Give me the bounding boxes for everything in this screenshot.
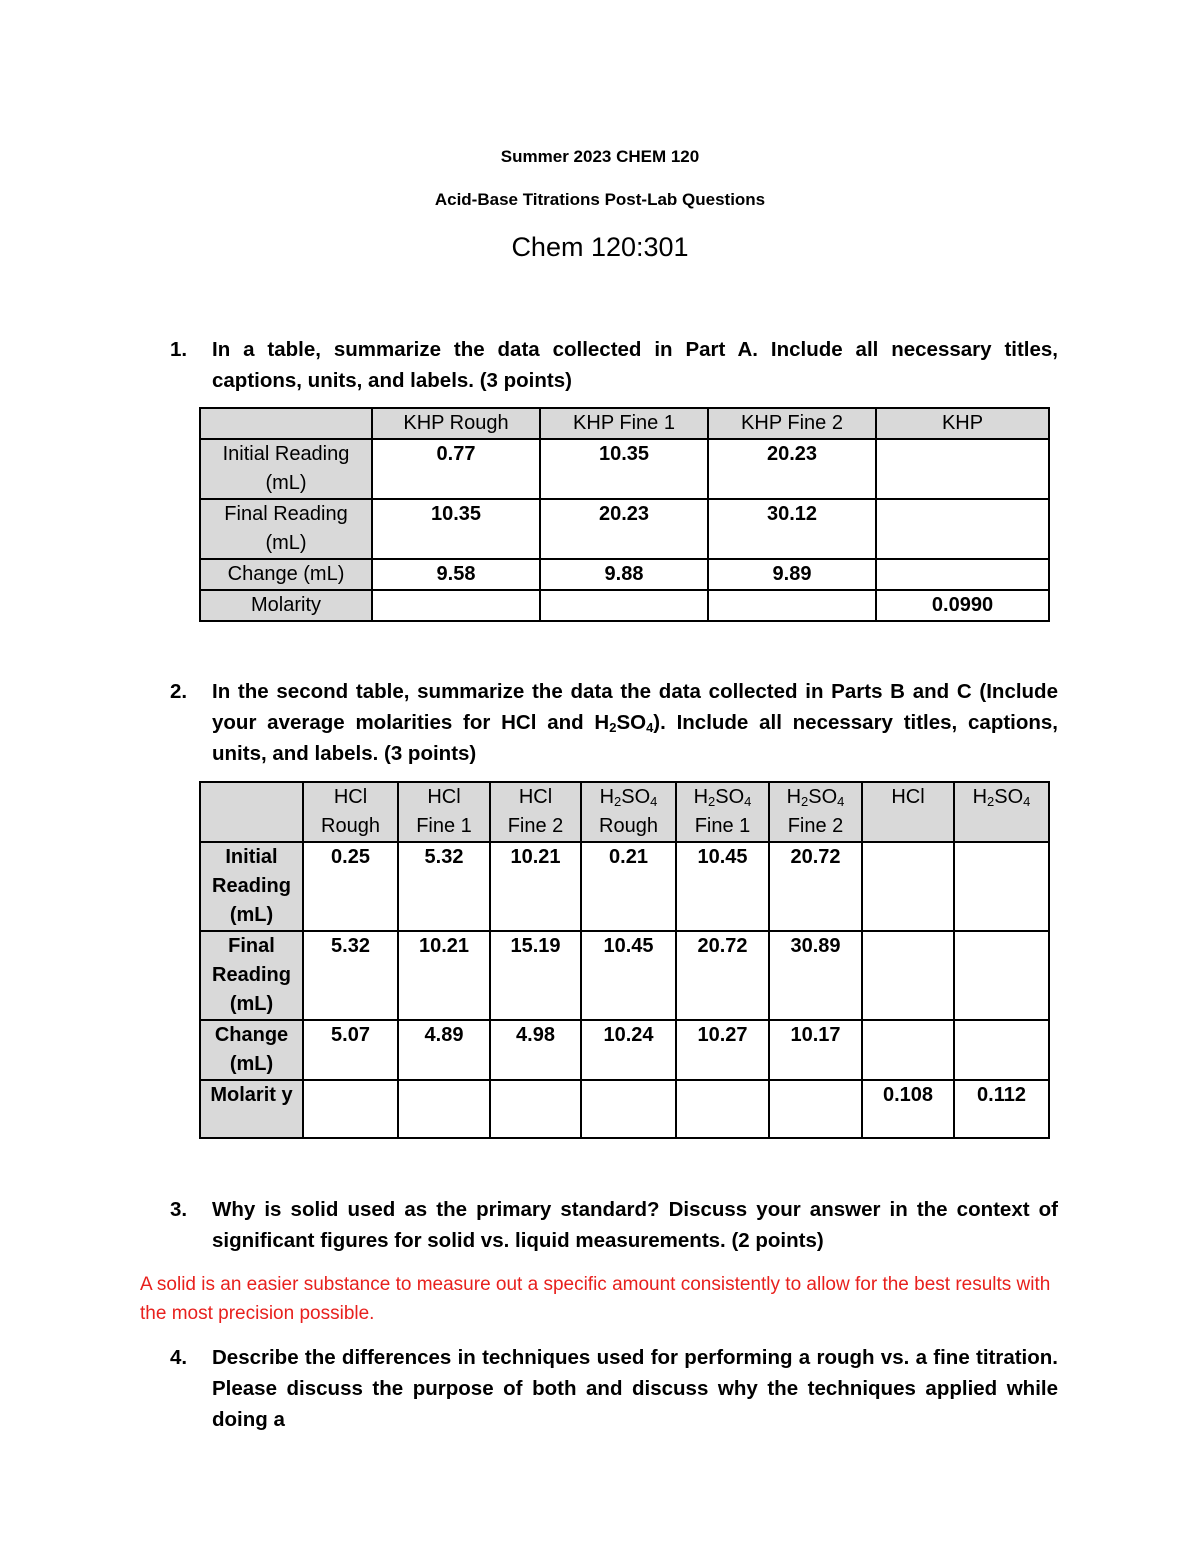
table-cell: 9.58 xyxy=(372,559,540,590)
table-cell: 10.24 xyxy=(581,1020,676,1080)
document-title: Acid-Base Titrations Post-Lab Questions xyxy=(434,190,766,209)
row-label: Molarit y xyxy=(200,1080,303,1138)
question-1 xyxy=(170,334,1058,396)
table-cell: 0.77 xyxy=(372,439,540,499)
table-cell: 0.0990 xyxy=(876,590,1049,621)
column-header xyxy=(398,782,490,842)
table-cell xyxy=(876,439,1049,499)
table-cell: 30.89 xyxy=(769,931,862,1020)
table-cell xyxy=(862,1020,954,1080)
table-row xyxy=(200,931,1049,1020)
table-row xyxy=(200,590,1049,621)
question-3 xyxy=(170,1194,1058,1256)
column-header: KHP Fine 2 xyxy=(708,408,876,439)
table-cell xyxy=(708,590,876,621)
table-cell: 10.45 xyxy=(676,842,769,931)
table-cell xyxy=(876,559,1049,590)
column-header-line: Fine 1 xyxy=(694,815,751,837)
table-cell: 10.17 xyxy=(769,1020,862,1080)
header-cell-empty xyxy=(200,408,372,439)
subscript: 2 xyxy=(609,720,617,735)
table-cell: 5.07 xyxy=(303,1020,398,1080)
table-cell: 9.88 xyxy=(540,559,708,590)
table-cell xyxy=(862,842,954,931)
question-text-part: SO xyxy=(616,711,647,734)
question-number: 3. xyxy=(170,1198,188,1221)
table-cell xyxy=(490,1080,581,1138)
question-text: In a table, summarize the data collected in Part A. Include all necessary titles, captions, units, and labels. (3 points) xyxy=(212,338,1058,392)
question-text: Describe the differences in techniques used for performing a rough vs. a fine titration. Please discuss the purpose of both and discuss why the techniques applied while doing a xyxy=(212,1346,1058,1431)
table-cell: 20.23 xyxy=(708,439,876,499)
column-header-line: $H_2SO_4$ xyxy=(693,786,752,809)
question-number: 1. xyxy=(170,338,188,361)
row-label: Change (mL) xyxy=(200,559,372,590)
question-number: 2. xyxy=(170,680,188,703)
table-cell: 0.108 xyxy=(862,1080,954,1138)
row-label: Initial Reading (mL) xyxy=(200,439,372,499)
column-header: KHP Rough xyxy=(372,408,540,439)
column-header-line: HCl xyxy=(427,786,461,808)
course-title: Summer 2023 CHEM 120 xyxy=(500,147,700,166)
table-row xyxy=(200,499,1049,559)
table-cell xyxy=(954,842,1049,931)
column-header: KHP xyxy=(876,408,1049,439)
column-header xyxy=(581,782,676,842)
table-cell: 0.25 xyxy=(303,842,398,931)
question-2 xyxy=(170,676,1058,769)
column-header-line: Rough xyxy=(599,815,658,837)
table-header-row xyxy=(200,782,1049,842)
table-cell: 0.21 xyxy=(581,842,676,931)
table-cell xyxy=(862,931,954,1020)
table-row xyxy=(200,1020,1049,1080)
table-cell: 30.12 xyxy=(708,499,876,559)
table-cell xyxy=(581,1080,676,1138)
subscript: 4 xyxy=(646,720,654,735)
table-cell: 15.19 xyxy=(490,931,581,1020)
table-cell: 0.112 xyxy=(954,1080,1049,1138)
table-cell xyxy=(372,590,540,621)
table-cell xyxy=(398,1080,490,1138)
table-row xyxy=(200,842,1049,931)
column-header-line: $H_2SO_4$ xyxy=(972,786,1031,809)
table-cell: 10.21 xyxy=(490,842,581,931)
column-header xyxy=(769,782,862,842)
question-text: Why is solid used as the primary standard? Discuss your answer in the context of significant figures for solid vs. liquid measurements. (2 points) xyxy=(212,1198,1058,1252)
column-header xyxy=(676,782,769,842)
row-label: Final Reading (mL) xyxy=(200,931,303,1020)
table-cell: 9.89 xyxy=(708,559,876,590)
row-label: Final Reading (mL) xyxy=(200,499,372,559)
table-cell xyxy=(769,1080,862,1138)
section-title: Chem 120:301 xyxy=(511,232,689,262)
column-header: KHP Fine 1 xyxy=(540,408,708,439)
table-row xyxy=(200,439,1049,499)
column-header-line: HCl xyxy=(891,786,925,808)
table-cell: 5.32 xyxy=(303,931,398,1020)
table-cell: 10.27 xyxy=(676,1020,769,1080)
column-header-line: $H_2SO_4$ xyxy=(599,786,658,809)
question-text-part: ). Include all necessary titles, captions, units, and labels. (3 points) xyxy=(212,711,1058,765)
column-header xyxy=(862,782,954,842)
table-cell: 20.72 xyxy=(769,842,862,931)
column-header-line: HCl xyxy=(333,786,368,808)
table-cell xyxy=(876,499,1049,559)
table-cell: 10.35 xyxy=(540,439,708,499)
question-text xyxy=(212,676,1058,769)
khp-data-table xyxy=(199,407,1050,622)
column-header-line: Fine 2 xyxy=(787,815,844,837)
table-cell: 10.35 xyxy=(372,499,540,559)
question-4 xyxy=(170,1342,1058,1435)
column-header xyxy=(490,782,581,842)
table-cell: 4.98 xyxy=(490,1020,581,1080)
table-cell xyxy=(540,590,708,621)
table-cell: 20.23 xyxy=(540,499,708,559)
table-cell: 5.32 xyxy=(398,842,490,931)
table-cell xyxy=(676,1080,769,1138)
row-label: Molarity xyxy=(200,590,372,621)
row-label: Change (mL) xyxy=(200,1020,303,1080)
column-header xyxy=(303,782,398,842)
question-text-part: In the second table, summarize the data the data collected in Parts B and C (Include your average molarities for HCl and H xyxy=(212,680,1058,734)
question-number: 4. xyxy=(170,1346,188,1369)
table-cell xyxy=(954,1020,1049,1080)
column-header-line: Fine 2 xyxy=(507,815,564,837)
table-header-row xyxy=(200,408,1049,439)
row-label: Initial Reading (mL) xyxy=(200,842,303,931)
table-cell: 4.89 xyxy=(398,1020,490,1080)
table-row xyxy=(200,559,1049,590)
table-row xyxy=(200,1080,1049,1138)
column-header-line: Rough xyxy=(321,815,380,837)
column-header-line: $H_2SO_4$ xyxy=(786,786,845,809)
header-cell-empty xyxy=(200,782,303,842)
table-cell xyxy=(303,1080,398,1138)
table-cell xyxy=(954,931,1049,1020)
column-header-line: HCl xyxy=(518,786,553,808)
acid-data-table xyxy=(199,781,1050,1139)
answer-text: A solid is an easier substance to measure out a specific amount consistently to allow for the best results with the most precision possible. xyxy=(140,1274,1051,1324)
column-header xyxy=(954,782,1049,842)
column-header-line: Fine 1 xyxy=(416,815,472,837)
table-cell: 20.72 xyxy=(676,931,769,1020)
table-cell: 10.21 xyxy=(398,931,490,1020)
table-cell: 10.45 xyxy=(581,931,676,1020)
